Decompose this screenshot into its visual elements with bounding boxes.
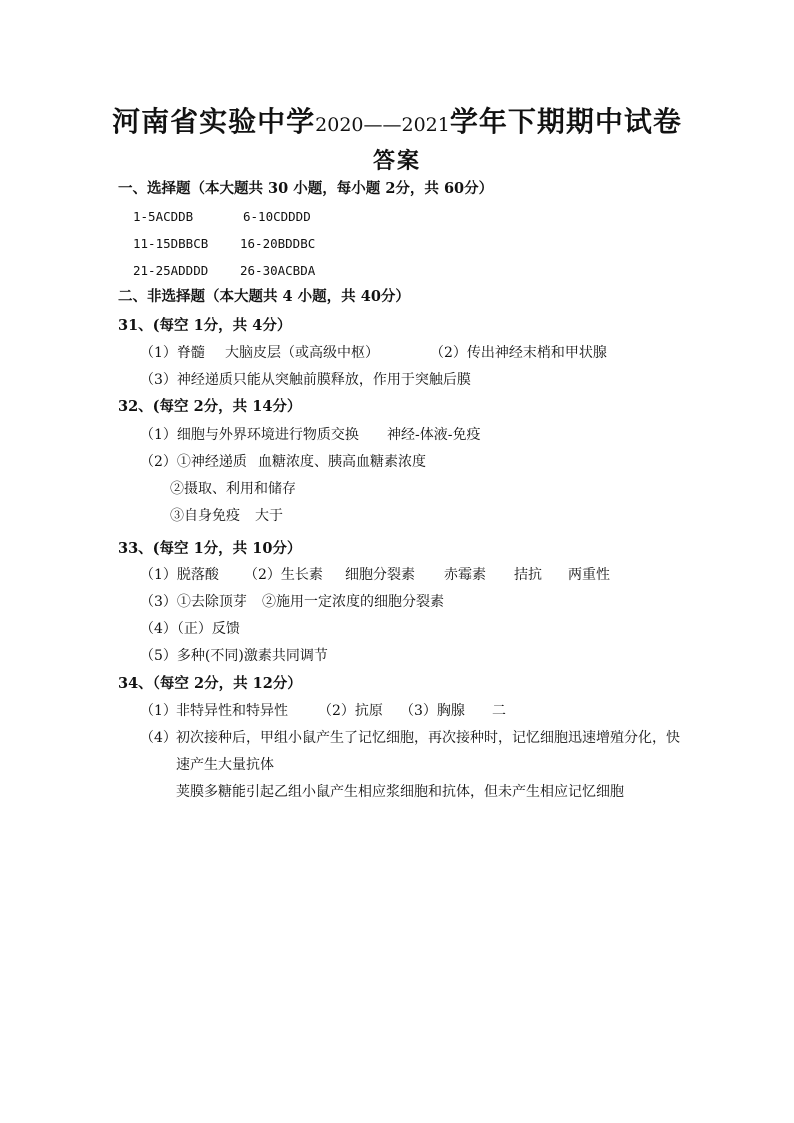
q34-line-4: 荚膜多糖能引起乙组小鼠产生相应浆细胞和抗体，但未产生相应记忆细胞	[176, 784, 624, 800]
q33-line-1-a: （1）脱落酸	[140, 567, 219, 583]
q33-line-4: （5）多种(不同)激素共同调节	[140, 648, 328, 664]
q34-line-1-e: 二	[492, 703, 506, 719]
q33-line-1-c: 细胞分裂素	[345, 567, 415, 583]
mc-answer: 6-10CDDDD	[243, 209, 311, 224]
q33-line-2a: （3）①去除顶芽	[140, 594, 247, 610]
q33-line-2b: ②施用一定浓度的细胞分裂素	[262, 594, 444, 610]
q34-line-1-b: 非特异性和特异性	[176, 703, 288, 719]
q33-line-1-d: 赤霉素	[444, 567, 486, 583]
q34-line-1-c: （2）抗原	[318, 703, 383, 719]
q31-heading: 31、(每空 1分，共 4分）	[118, 317, 292, 334]
title-school: 河南省实验中学	[112, 105, 316, 138]
q34-line-1-a: （1）	[140, 703, 177, 719]
q34-line-3: 速产生大量抗体	[176, 757, 274, 773]
title-term: 学年下期期中试卷	[449, 105, 682, 138]
q32-line-2a: （2）①神经递质	[140, 454, 247, 470]
mc-answer: 11-15DBBCB	[133, 236, 209, 251]
title-years: 2020——2021	[315, 114, 450, 136]
q31-line-2: （3）神经递质只能从突触前膜释放，作用于突触后膜	[140, 372, 471, 388]
q33-heading: 33、(每空 1分，共 10分）	[118, 540, 302, 557]
mc-answers-row-2b	[240, 235, 315, 253]
q31-line-1a: （1）脊髓	[140, 345, 205, 361]
q33-line-1-e: 拮抗	[514, 567, 542, 583]
q32-heading: 32、(每空 2分，共 14分）	[118, 398, 302, 415]
q33-line-3: （4）（正）反馈	[140, 621, 240, 637]
mc-answers-row-3b	[240, 262, 315, 280]
page-subtitle: 答案	[372, 148, 421, 174]
q33-line-1-f: 两重性	[568, 567, 610, 583]
q34-line-2a: （4）	[140, 730, 177, 746]
section1-heading: 一、选择题（本大题共 30 小题，每小题 2分，共 60分）	[118, 180, 494, 197]
q32-line-3: ②摄取、利用和储存	[170, 481, 296, 497]
q31-line-1c: （2）传出神经末梢和甲状腺	[430, 345, 607, 361]
section2-heading: 二、非选择题（本大题共 4 小题，共 40分）	[118, 288, 410, 305]
q32-line-4a: ③自身免疫	[170, 508, 240, 524]
q34-line-1-d: （3）胸腺	[400, 703, 465, 719]
mc-answer: 21-25ADDDD	[133, 263, 209, 278]
q32-line-1b: 神经-体液-免疫	[387, 427, 481, 443]
q32-line-4b: 大于	[255, 508, 283, 524]
q32-line-2b: 血糖浓度、胰高血糖素浓度	[258, 454, 426, 470]
mc-answer: 26-30ACBDA	[240, 263, 316, 278]
mc-answers-row-1b	[243, 208, 311, 226]
q33-line-1-b: （2）生长素	[244, 567, 323, 583]
page-title	[0, 100, 794, 140]
mc-answer: 1-5ACDDB	[133, 209, 194, 224]
mc-answers-row-1	[133, 208, 193, 226]
q34-heading: 34、（每空 2分，共 12分）	[118, 675, 302, 692]
q32-line-1a: （1）细胞与外界环境进行物质交换	[140, 427, 359, 443]
mc-answers-row-3	[133, 262, 208, 280]
mc-answer: 16-20BDDBC	[240, 236, 316, 251]
q31-line-1b: 大脑皮层（或高级中枢）	[225, 345, 379, 361]
q34-line-2b: 初次接种后，甲组小鼠产生了记忆细胞，再次接种时，记忆细胞迅速增殖分化，快	[176, 730, 680, 746]
mc-answers-row-2	[133, 235, 208, 253]
